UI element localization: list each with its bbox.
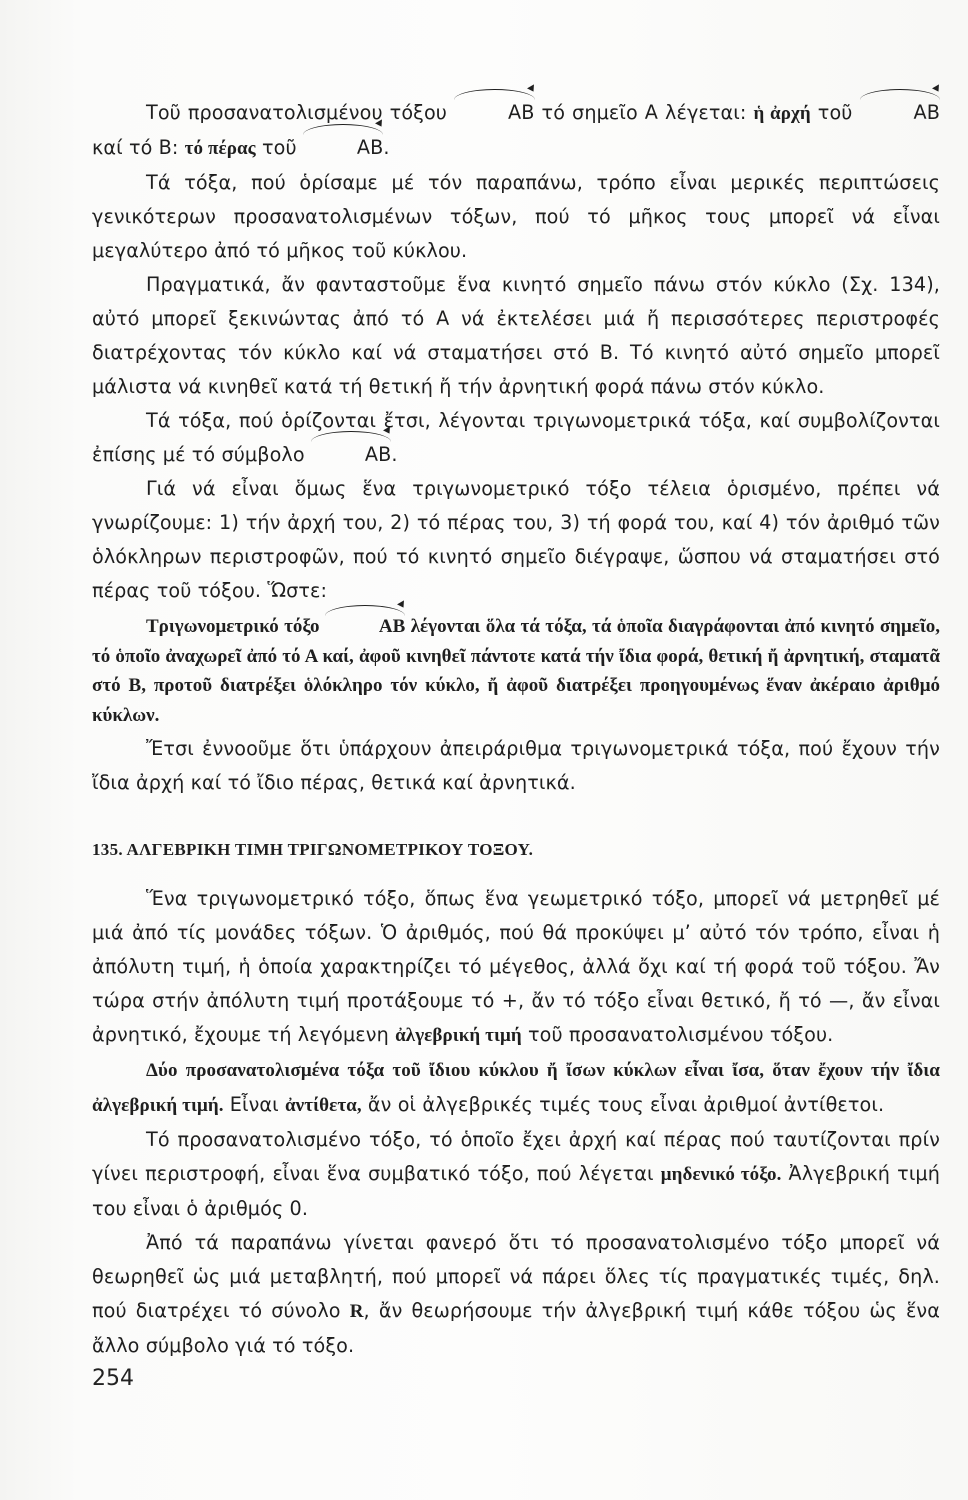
text-run: Τοῦ προσανατολισμένου τόξου [146,101,455,124]
text-run: . [383,136,390,159]
text-run: τοῦ προσανατολισμένου τόξου. [521,1023,834,1046]
paragraph-equal-arcs [92,1053,940,1123]
section-heading: 135. ΑΛΓΕΒΡΙΚΗ ΤΙΜΗ ΤΡΙΓΩΝΟΜΕΤΡΙΚΟΥ ΤΟΞΟΥ. [92,840,534,859]
text-run: ἄν οἱ ἀλγεβρικές τιμές τους εἶναι ἀριθμοί ἀντίθετοι. [361,1093,885,1116]
document-page [92,96,940,1363]
text-run: Ἕνα τριγωνομετρικό τόξο, ὅπως ἕνα γεωμετρικό τόξο, μπορεῖ νά μετρηθεῖ μέ μιά ἀπό τίς μονάδες τόξων. Ὁ ἀριθμός, πού θά προκύψει μ’ αὐτό τόν τρόπο, εἶναι ἡ ἀπόλυτη τιμή, ἡ ὁποία χαρακτηρίζει τό μέγεθος, ἀλλά ὄχι καί τή φορά τοῦ τόξου. Ἄν τώρα στήν ἀπόλυτη τιμή προτάξουμε τό +, ἄν τό τόξο εἶναι θετικό, ἤ τό —, ἄν εἶναι ἀρνητικό, ἔχουμε τή λεγόμενη [92,887,940,1046]
bold-term-algebraic-value: ἀλγεβρική τιμή [395,1025,522,1046]
bold-term-zero-arc: μηδενικό τόξο. [660,1164,782,1185]
text-run: Τό προσανατολισμένο τόξο, τό ὁποῖο ἔχει ἀρχή καί πέρας πού ταυτίζονται πρίν γίνει περιστροφή, εἶναι ἕνα συμβατικό τόξο, πού λέγεται [92,1128,940,1185]
text-run: τοῦ [255,136,303,159]
text-run: καί τό Β: [92,136,185,159]
paragraph-zero-arc [92,1123,940,1226]
text-run: Ἀπό τά παραπάνω γίνεται φανερό ὅτι τό προσανατολισμένο τόξο μπορεῖ νά θεωρηθεῖ ὡς μιά μεταβλητή, πού μπορεῖ νά πάρει ὅλες τίς πραγματικές τιμές, δηλ. πού διατρέχει τό σύνολο [92,1231,940,1322]
bold-term-start: ἡ ἀρχή [753,103,811,124]
text-run: . [391,443,398,466]
bold-term-opposite: ἀντίθετα, [284,1095,362,1116]
text-run: Τά τόξα, πού ὁρίζονται ἔτσι, λέγονται τριγωνομετρικά τόξα, καί συμβολίζονται ἐπίσης μέ τό σύμβολο [92,409,940,466]
bold-term-end: τό πέρας [184,138,256,159]
text-run: , ἄν θεωρήσουμε τήν ἀλγεβρική τιμή κάθε τόξου ὡς ἕνα ἄλλο σύμβολο γιά τό τόξο. [92,1299,940,1357]
arc-symbol: ΑΒ [311,438,392,472]
arc-symbol: ΑΒ [303,131,384,165]
arc-symbol: ΑΒ [454,96,535,130]
text-run: τό σημεῖο Α λέγεται: [534,101,754,124]
arc-symbol: ΑΒ [325,612,405,642]
paragraph-trig-arcs-symbol [92,404,940,472]
text-run: Εἶναι [223,1093,285,1116]
paragraph-arc-start-end [92,96,940,166]
page-number: 254 [92,1366,134,1391]
text-run: Ἀλγεβρική τιμή του εἶναι ὁ ἀριθμός 0. [92,1162,940,1220]
paragraph-moving-point: Πραγματικά, ἄν φανταστοῦμε ἕνα κινητό σημεῖο πάνω στόν κύκλο (Σχ. 134), αὐτό μπορεῖ ξεκινώντας ἀπό τό Α νά ἐκτελέσει μιά ἤ περισσότερες περιστροφές διατρέχοντας τόν κύκλο καί νά σταματήσει στό Β. Τό κινητό αὐτό σημεῖο μπορεῖ μάλιστα νά κινηθεῖ κατά τή θετική ἤ τήν ἀρνητική φορά πάνω στόν κύκλο. [92,273,940,398]
paragraph-algebraic-value [92,882,940,1053]
bold-statement-equal-arcs: Δύο προσανατολισμένα τόξα τοῦ ἴδιου κύκλου ἤ ἴσων κύκλων εἶναι ἴσα, ὅταν ἔχουν τήν ἴδια ἀλγεβρική τιμή. [92,1060,940,1116]
text-run: λέγονται ὅλα τά τόξα, τά ὁποῖα διαγράφονται ἀπό κινητό σημεῖο, τό ὁποῖο ἀναχωρεῖ ἀπό τό Α καί, ἀφοῦ κινηθεῖ πάντοτε κατά τήν ἴδια φορά, θετική ἤ ἀρνητική, σταματᾶ στό Β, προτοῦ διατρέξει ὁλόκληρο τόν κύκλο, ἤ ἀφοῦ διατρέξει προηγουμένως ἕναν ἀκέραιο ἀριθμό κύκλων. [92,616,940,726]
arc-symbol: ΑΒ [860,96,941,130]
paragraph-variable [92,1226,940,1363]
definition-trig-arc [92,612,940,730]
paragraph-infinite-arcs: Ἔτσι ἐννοοῦμε ὅτι ὑπάρχουν ἀπειράριθμα τριγωνομετρικά τόξα, πού ἔχουν τήν ἴδια ἀρχή καί τό ἴδιο πέρας, θετικά καί ἀρνητικά. [92,737,940,794]
text-run: Τριγωνομετρικό τόξο [146,616,325,637]
paragraph-general-arcs: Τά τόξα, πού ὁρίσαμε μέ τόν παραπάνω, τρόπο εἶναι μερικές περιπτώσεις γενικότερων προσανατολισμένων τόξων, πού τό μῆκος τους μπορεῖ νά εἶναι μεγαλύτερο ἀπό τό μῆκος τοῦ κύκλου. [92,171,940,262]
bold-symbol-reals: R [349,1301,364,1322]
paragraph-definition-requirements: Γιά νά εἶναι ὅμως ἕνα τριγωνομετρικό τόξο τέλεια ὁρισμένο, πρέπει νά γνωρίζουμε: 1) τήν ἀρχή του, 2) τό πέρας του, 3) τή φορά του, καί 4) τόν ἀριθμό τῶν ὁλόκληρων περιστροφῶν, πού τό κινητό σημεῖο διέγραψε, ὥσπου νά σταματήσει στό πέρας τοῦ τόξου. Ὥστε: [92,477,940,602]
text-run: τοῦ [810,101,860,124]
